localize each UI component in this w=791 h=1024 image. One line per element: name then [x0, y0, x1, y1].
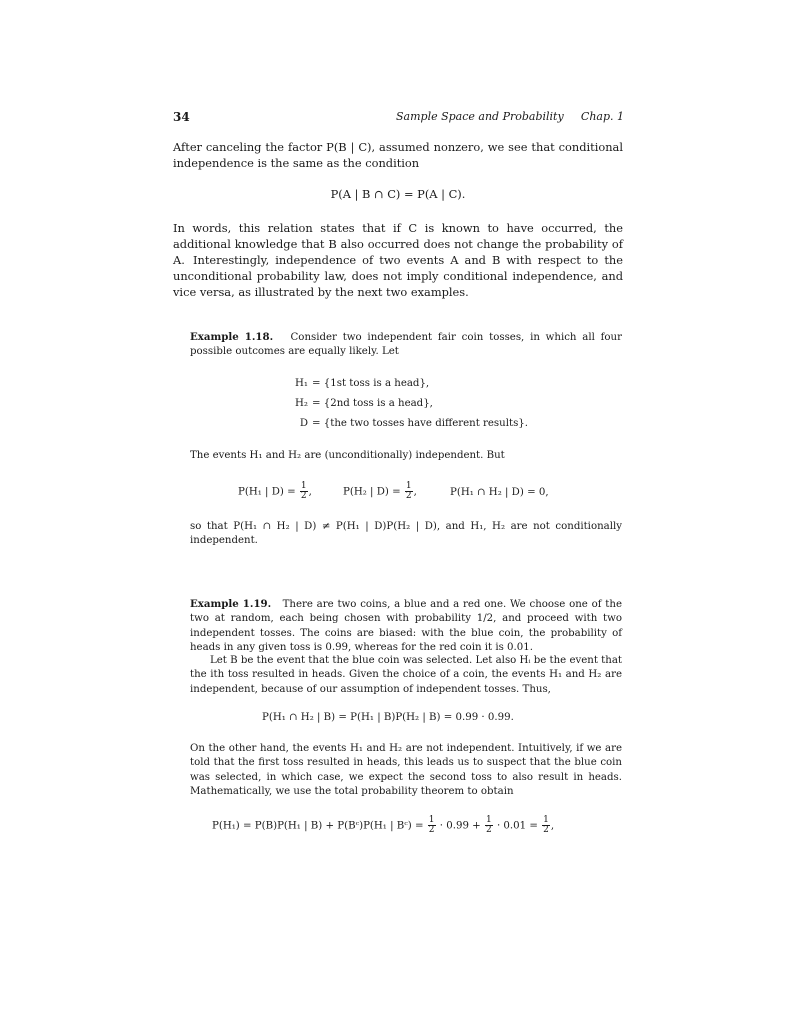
fraction-numerator: 1 — [300, 481, 307, 491]
fraction-numerator: 1 — [405, 481, 412, 491]
intro-paragraph-3: Interestingly, independence of two events A and B with respect to the unconditional probability law, does not imply conditional independence, and vice versa, as illustrated by the next two examples. — [173, 253, 623, 300]
intro-equation: P(A | B ∩ C) = P(A | C). — [330, 187, 466, 201]
one-half-fraction — [300, 482, 308, 501]
comma: , — [550, 820, 555, 832]
definition-row — [270, 374, 528, 394]
definition-rhs: = {1st toss is a head}, — [312, 378, 430, 389]
intro-paragraph-1: After canceling the factor P(B | C), assumed nonzero, we see that conditional independence is the same as the condition — [173, 140, 623, 171]
fraction-denominator: 2 — [485, 825, 492, 835]
equation-a-lhs: P(H₁ | D) = — [238, 486, 296, 498]
definition-lhs: D — [299, 418, 308, 429]
comma: , — [413, 486, 417, 498]
equation-2-lhs: P(H₁) = P(B)P(H₁ | B) + P(Bᶜ)P(H₁ | Bᶜ) = — [212, 820, 424, 832]
example-1-18-paragraph-2: so that P(H₁ ∩ H₂ | D) ≠ P(H₁ | D)P(H₂ | D), and H₁, H₂ are not conditionally independent. — [190, 521, 622, 547]
example-1-19-text: There are two coins, a blue and a red one. We choose one of the two at random, each being chosen with probability 1/2, and proceed with two independent tosses. The coins are biased: with the blue coin, the probability of heads in any given toss is 0.99, whereas for the red coin it is 0.01. — [190, 599, 622, 653]
fraction-numerator: 1 — [543, 815, 549, 825]
equation-b-lhs: P(H₂ | D) = — [343, 486, 401, 498]
example-1-18-definitions — [270, 374, 528, 434]
definition-lhs: H₂ — [295, 398, 308, 409]
example-1-18-equation-a — [238, 482, 312, 501]
example-1-19-paragraph-3: On the other hand, the events H₁ and H₂ are not independent. Intuitively, if we are told that the first toss resulted in heads, this leads us to suspect that the blue coin was selected, in which case, we expect the second toss to also result in heads. Mathematically, we use the total probability theorem to obtain — [190, 743, 622, 797]
fraction-denominator: 2 — [405, 491, 412, 501]
example-1-18-label: Example 1.18. — [190, 331, 274, 343]
fraction-numerator: 1 — [485, 815, 492, 825]
running-header — [396, 110, 624, 123]
intro-paragraph-2: In words, this relation states that if C is known to have occurred, the additional knowledge that B also occurred does not change the probability of A. — [173, 221, 623, 268]
one-half-fraction — [485, 816, 493, 835]
equation-2-term-1: · 0.99 + — [439, 820, 481, 832]
example-1-19-paragraph-2: Let B be the event that the blue coin was selected. Let also Hᵢ be the event that the ith toss resulted in heads. Given the choice of a coin, the events H₁ and H₂ are independent, because of our assumption of independent tosses. Thus, — [190, 655, 622, 695]
definition-rhs: = {2nd toss is a head}, — [312, 398, 433, 409]
definition-lhs: H₁ — [295, 378, 308, 389]
equation-2-term-2: · 0.01 = — [496, 820, 538, 832]
example-1-19-label: Example 1.19. — [190, 598, 272, 610]
example-1-19-equation-1: P(H₁ ∩ H₂ | B) = P(H₁ | B)P(H₂ | B) = 0.99 · 0.99. — [262, 712, 514, 723]
fraction-numerator: 1 — [428, 815, 435, 825]
definition-rhs: = {the two tosses have different results}. — [312, 418, 529, 429]
example-1-18-equation-c: P(H₁ ∩ H₂ | D) = 0, — [450, 487, 549, 498]
comma: , — [308, 486, 312, 498]
running-title: Sample Space and Probability — [396, 110, 564, 123]
definition-row — [270, 414, 528, 434]
fraction-denominator: 2 — [300, 491, 307, 501]
example-1-18-paragraph-1: The events H₁ and H₂ are (unconditionally) independent. But — [190, 450, 505, 461]
one-half-fraction — [542, 816, 550, 835]
example-1-18-text: Consider two independent fair coin tosses, in which all four possible outcomes are equally likely. Let — [190, 332, 622, 358]
fraction-denominator: 2 — [428, 825, 435, 835]
one-half-fraction — [405, 482, 413, 501]
page-number: 34 — [173, 110, 190, 124]
fraction-denominator: 2 — [543, 825, 549, 835]
chapter-label: Chap. 1 — [580, 110, 624, 123]
example-1-19-paragraph-1 — [190, 597, 622, 655]
definition-row — [270, 394, 528, 414]
example-1-19-equation-2 — [212, 816, 554, 835]
example-1-18-intro — [190, 330, 622, 360]
example-1-18-equation-b — [343, 482, 417, 501]
one-half-fraction — [428, 816, 436, 835]
